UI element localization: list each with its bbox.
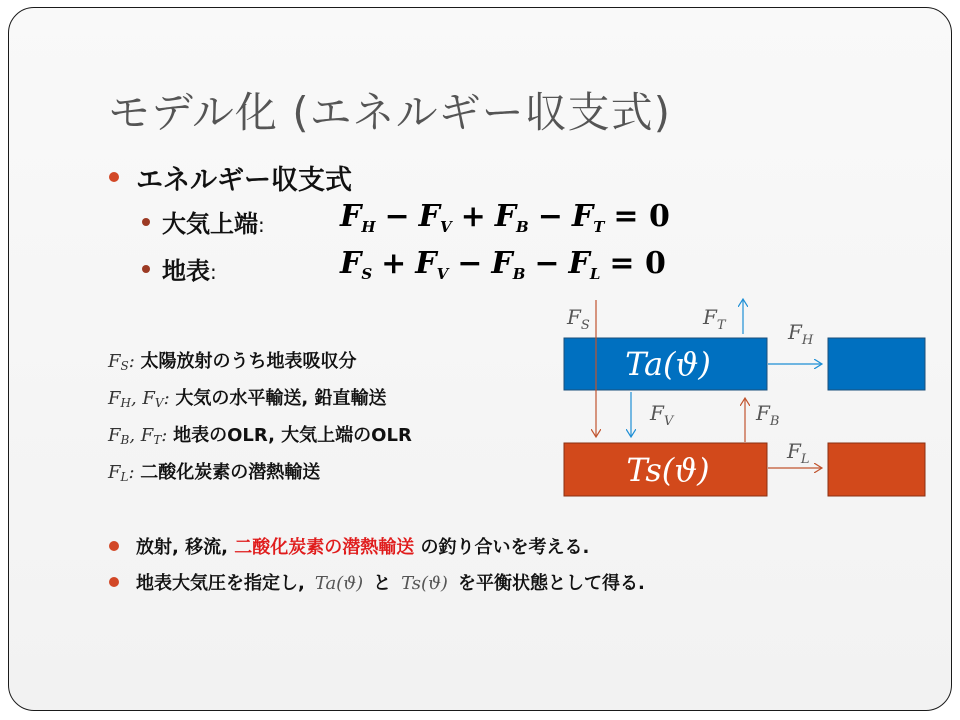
- eq-sub: V: [436, 265, 449, 283]
- bottom2-text-a: 地表大気圧を指定し,: [136, 573, 305, 594]
- bullet-balance-statement: [136, 533, 589, 559]
- eq-op: +: [381, 246, 407, 281]
- legend-text: 大気の水平輸送, 鉛直輸送: [175, 388, 387, 409]
- eq-sub: B: [512, 265, 526, 283]
- bottom1-text-a: 放射, 移流,: [136, 537, 235, 558]
- eq-sub: B: [516, 218, 529, 236]
- bottom2-ta: Ta(ϑ): [314, 573, 364, 594]
- bullet-equilibrium-statement: [136, 569, 645, 595]
- surface-label: 地表: [162, 257, 210, 285]
- eq-var: F: [568, 246, 590, 281]
- eq-var: F: [340, 246, 362, 281]
- surface-colon: :: [210, 260, 217, 284]
- fb-label: $F_B$: [756, 401, 780, 429]
- eq-sub: L: [589, 265, 601, 283]
- bullet-marker: [109, 541, 119, 551]
- bottom2-ts: Ts(ϑ): [401, 573, 448, 594]
- fl-label: $F_L$: [787, 439, 810, 467]
- eq-op: −: [457, 246, 483, 281]
- eq-var: F: [415, 246, 437, 281]
- eq-var: F: [491, 246, 513, 281]
- legend-symbol: $F_S$:: [108, 351, 135, 373]
- legend-text: 太陽放射のうち地表吸収分: [140, 351, 357, 372]
- fh-label: $F_H$: [788, 320, 814, 348]
- bullet-energy-balance: エネルギー収支式: [136, 165, 352, 196]
- legend-text: 地表のOLR, 大気上端のOLR: [173, 425, 412, 446]
- legend-symbol: $F_B$, $F_T$:: [108, 425, 168, 447]
- eq-op: +: [460, 199, 486, 234]
- eq-sub: H: [361, 218, 376, 236]
- surface-temp-label: Ts(ϑ): [626, 451, 710, 489]
- eq-var: F: [418, 199, 440, 234]
- eq-op: −: [384, 199, 410, 234]
- slide-title: モデル化 (エネルギー収支式): [108, 88, 672, 137]
- eq-var: F: [571, 199, 594, 234]
- legend-symbol: $F_L$:: [108, 462, 135, 484]
- eq-equals: = 0: [613, 199, 670, 234]
- bullet-marker: [109, 577, 119, 587]
- eq-op: −: [537, 199, 563, 234]
- fs-label: $F_S$: [567, 305, 590, 333]
- legend-symbol: $F_H$, $F_V$:: [108, 388, 170, 410]
- eq-var: F: [494, 199, 517, 234]
- toa-label: 大気上端: [162, 210, 258, 238]
- eq-var: F: [340, 199, 362, 234]
- fv-label: $F_V$: [650, 401, 674, 429]
- ft-label: $F_T$: [703, 305, 726, 333]
- atmosphere-temp-label: Ta(ϑ): [625, 345, 711, 383]
- legend-text: 二酸化炭素の潜熱輸送: [140, 462, 321, 483]
- eq-sub: V: [439, 218, 452, 236]
- eq-sub: T: [593, 218, 605, 236]
- bottom2-text-c: を平衡状態として得る.: [457, 573, 645, 594]
- eq-sub: S: [361, 265, 373, 283]
- bottom1-highlight: 二酸化炭素の潜熱輸送: [234, 537, 415, 558]
- eq-op: −: [534, 246, 560, 281]
- surface-neighbor-box: [828, 443, 925, 496]
- bottom1-text-b: の釣り合いを考える.: [414, 537, 590, 558]
- toa-colon: :: [258, 213, 265, 237]
- bottom2-text-b: と: [373, 573, 392, 594]
- eq-equals: = 0: [609, 246, 666, 281]
- atmosphere-neighbor-box: [828, 338, 925, 390]
